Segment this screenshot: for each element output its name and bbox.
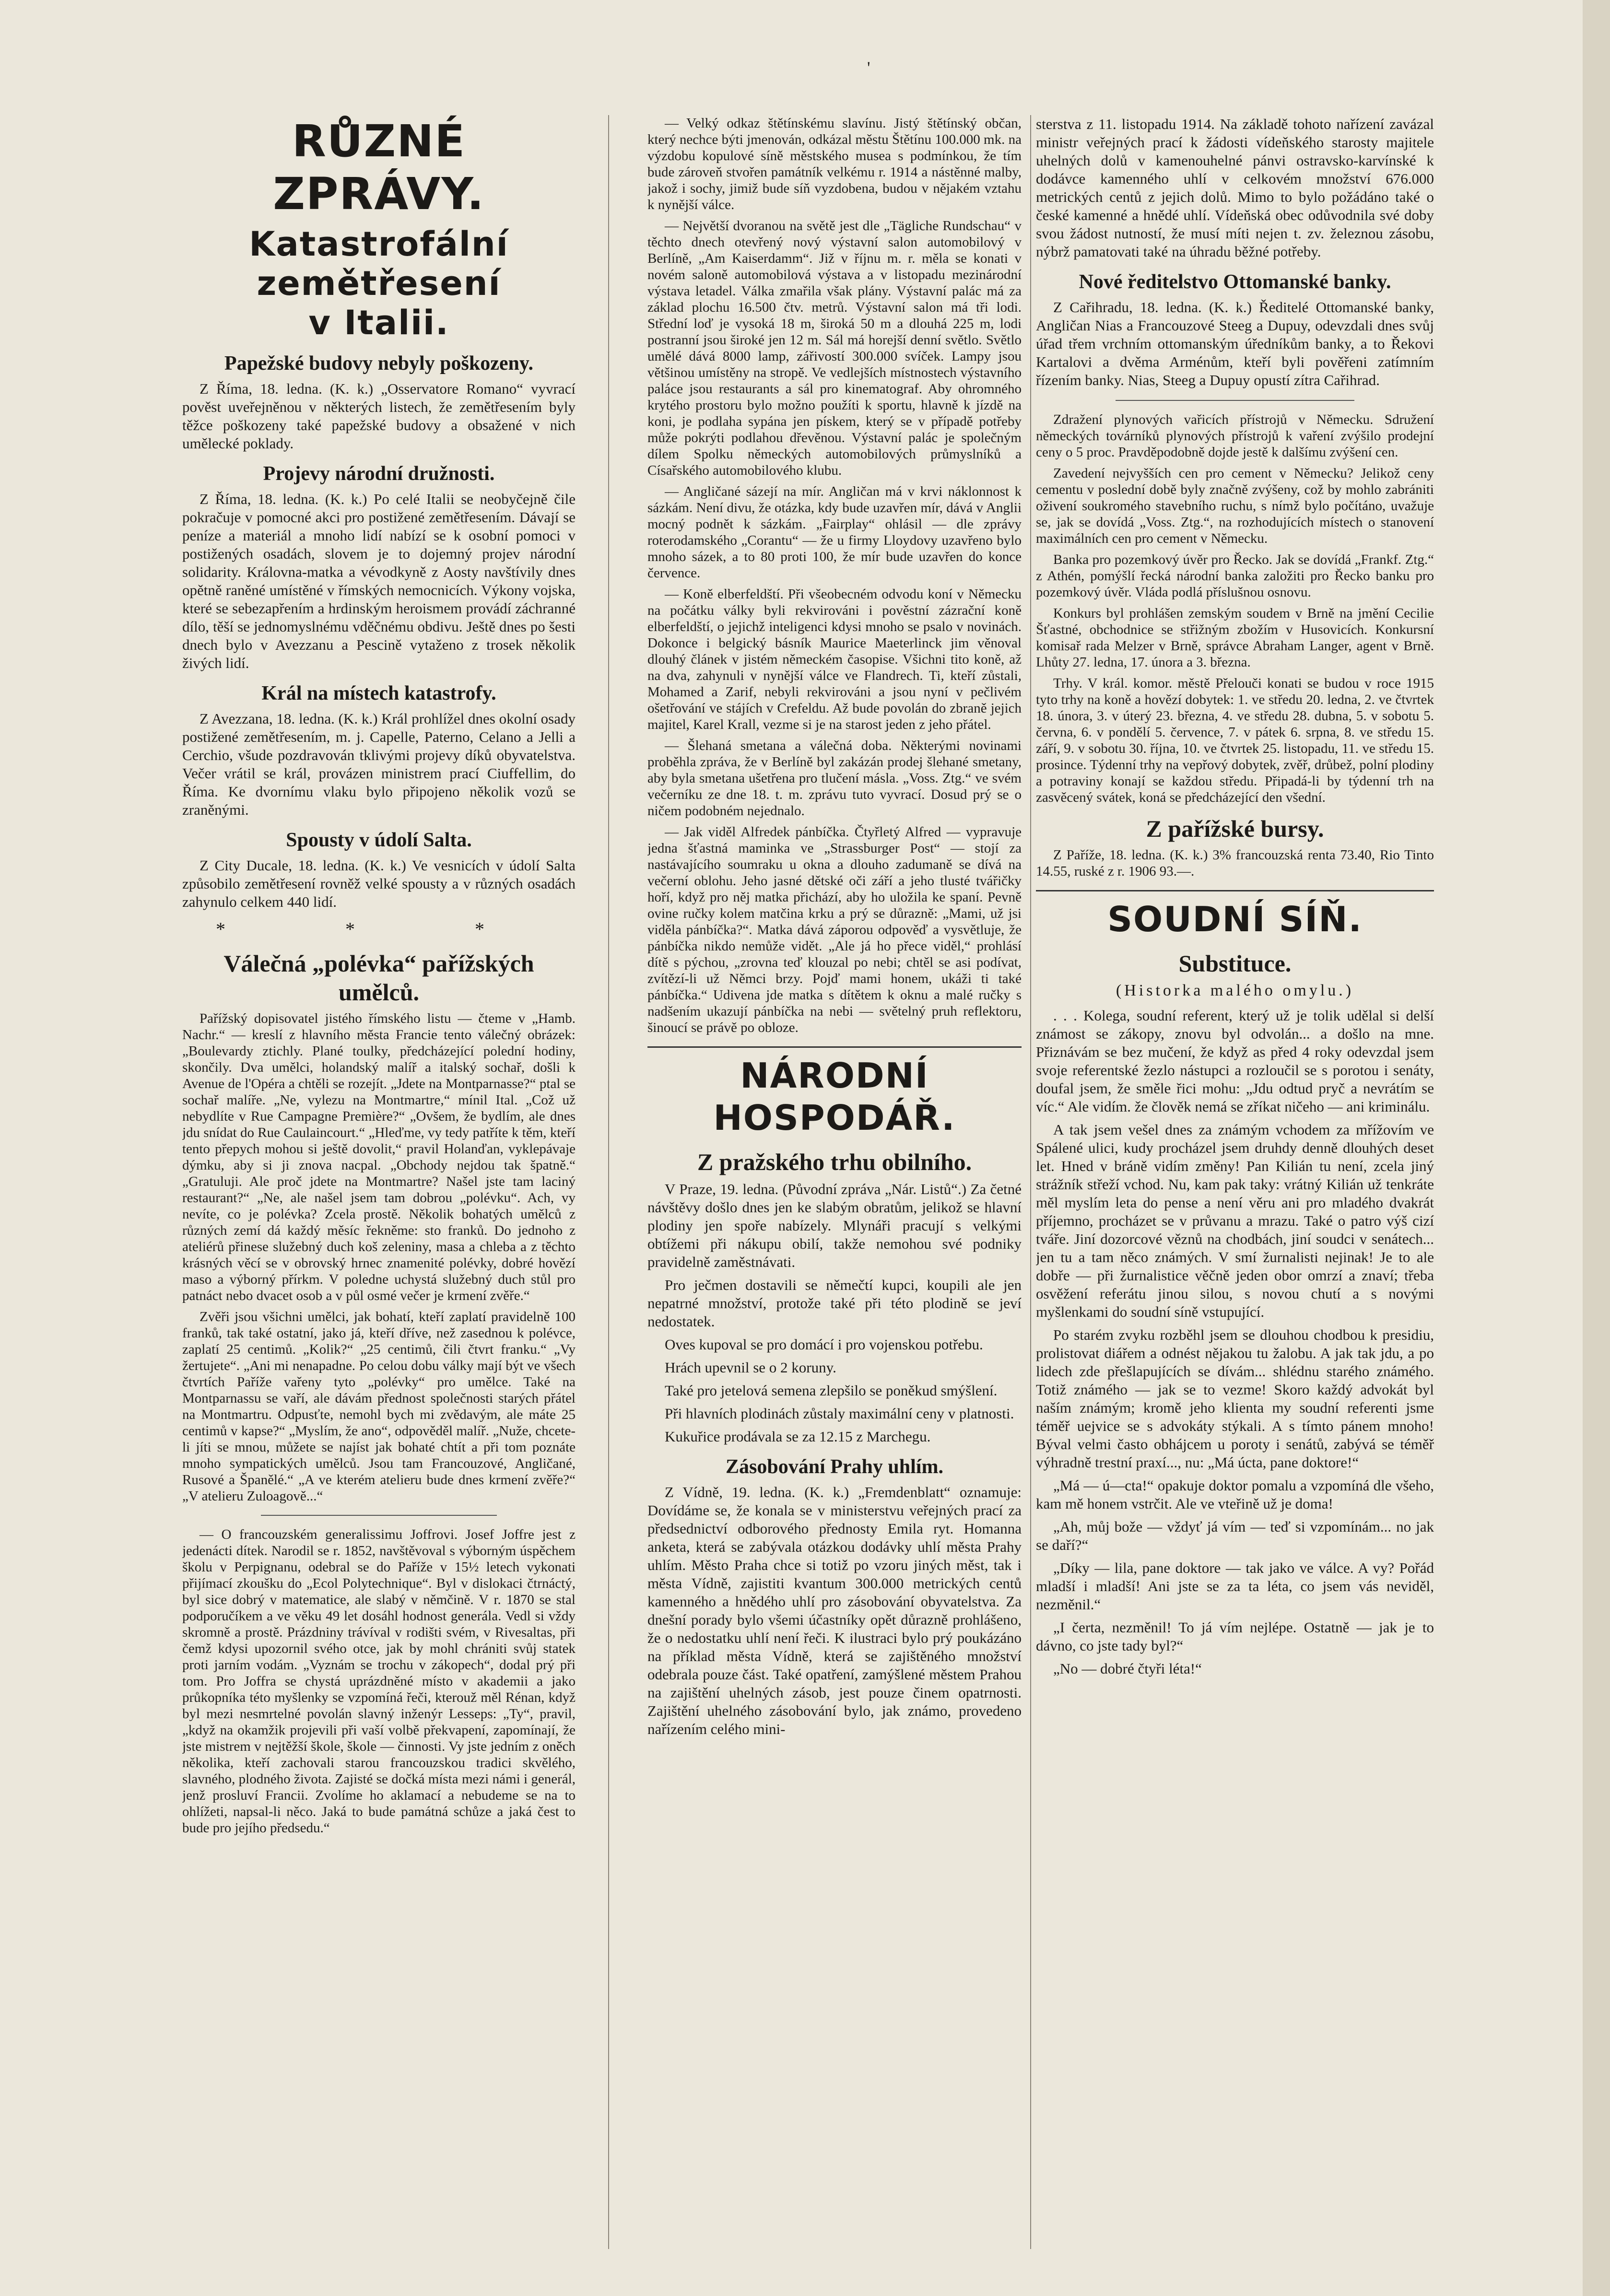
article-heading: Substituce. [1178,950,1292,977]
article-paragraph: Po starém zvyku rozběhl jsem se dlouhou chodbou k presidiu, prolistovat diářem a odnést nějakou tu žalobu. A jak tak jdu, a po lidech zde přešlapujících se dívám... shlédnu starého známého. Totiž známého — jak se to vezme! Skoro každý advokát byl naším známým; kromě jeho klienta my soudní referenti jsme téměř uejvice se s advokáty stýkali. A s tímto pánem mnoho! Býval velmi často obhájcem u poroty i senátů, zabývá se téměř výhradně trestní praxí..., nu: „Má úcta, pane doktore!“ [1036,1326,1434,1471]
column-1 [182,115,576,1841]
article-paragraph: „Ah, můj bože — vždyť já vím — teď si vzpomínám... no jak se daří?“ [1036,1518,1434,1553]
column-2 [647,115,1022,1743]
article-paragraph: Z Říma, 18. ledna. (K. k.) „Osservatore Romano“ vyvrací pověst uveřejněnou v některých listech, že zemětřesením byly těžce poškozeny také papežské budovy a obsažené v nich umělecké poklady. [182,380,576,452]
article-heading: Zásobování Prahy uhlím. [726,1456,943,1478]
article-paragraph: Pro ječmen dostavili se němečtí kupci, koupili ale jen nepatrné množství, protože také při této plodině se jeví nedostatek. [647,1277,1022,1330]
article-heading: Nové ředitelstvo Ottomanské banky. [1079,271,1391,293]
article-paragraph: — Největší dvoranou na světě jest dle „Tägliche Rundschau“ v těchto dnech otevřený nový výstavní salon automobilový v Berlíně, „Am Kaiserdamm“. Již v říjnu m. r. měla se konati v novém saloně automobilová výstava a v listopadu mezinárodní výstava letadel. Válka zmařila však plány. Výstavní palác má za základ plochu 16.500 čtv. metrů. Výstavní salon má tři lodi. Střední loď je vysoká 18 m, široká 50 m a dlouhá 225 m, lodi postranní jsou široké jen 12 m. Sál má horejší denní světlo. Světlo umělé dává 8000 lamp, zářivostí 300.000 svíček. Lampy jsou většinou umístěny na stropě. Ve vedlejších místnostech výstavního paláce jsou restaurants a sál pro kinematograf. Aby ohromného krytého prostoru bylo možno použíti k sportu, hlavně k jízdě na koni, je podlaha sypána jen pískem, který se v případě potřeby může pokrýti podlahou dřevěnou. Výstavní palác je společným dílem Spolku německých automobilových průmyslníků a Císařského automobilového klubu. [647,218,1022,478]
article-paragraph: Zdražení plynových vařicích přístrojů v Německu. Sdružení německých továrníků plynových přístrojů k vaření zvýšilo prodejní ceny o 5 proc. Pravděpodobně dojde jestě k dalšímu zvýšení cen. [1036,412,1434,460]
section-masthead: RŮZNÉ ZPRÁVY. [273,116,485,220]
article-paragraph: „Díky — lila, pane doktore — tak jako ve válce. A vy? Pořád mladší i mladší! Ani jste se za ta léta, co jsem vás neviděl, nezměnil.“ [1036,1559,1434,1613]
article-paragraph: Zvěři jsou všichni umělci, jak bohatí, kteří zaplatí pravidelně 100 franků, tak také ostatní, jako já, kteří dříve, než zasednou k polévce, zaplatí 25 centimů. „Kolik?“ „25 centimů, čili čtvrt franku.“ „Vy žertujete“. „Ani mi nenapadne. Po celou dobu války mají být ve všech čtvrtích Paříže vařeny tyto „polévky“ pro umělce. Také na Montparnassu se vaří, ale dávám přednost společnosti starých přátel na Montmartru. Odpusťte, nemohl bych mi zvědavým, ale máte 25 centimů v kapse?“ „Myslím, že ano“, odpověděl malíř. „Nuže, chcete-li jíti se mnou, můžete se najíst jak bohaté chtít a při tom poznáte mnoho sympatických umělců. Jsou tam Francouzové, Angličané, Rusové a Španělé.“ „A ve kterém atelieru bude dnes krmení zvěře?“ „V atelieru Zuloagově...“ [182,1309,576,1504]
article-heading: Válečná „polévka“ pařížských umělců. [223,950,534,1006]
article-paragraph: Z Paříže, 18. ledna. (K. k.) 3% francouzská renta 73.40, Rio Tinto 14.55, ruské z r. 1906 93.—. [1036,847,1434,879]
page-mark: ' [867,58,870,77]
article-heading: Král na místech katastrofy. [261,682,496,704]
column-rule [1030,115,1031,2249]
article-paragraph: Banka pro pozemkový úvěr pro Řecko. Jak se dovídá „Frankf. Ztg.“ z Athén, pomýšlí řecká národní banka založiti pro Řecko banku pro pozemkový úvěr. Vláda podlá příslušnou osnovu. [1036,552,1434,600]
article-paragraph: Konkurs byl prohlášen zemským soudem v Brně na jmění Cecilie Šťastné, obchodnice se střižným zbožím v Husovicích. Konkursní komisař rada Melzer v Brně, správce Abraham Langer, agent v Brně. Lhůty 27. ledna, 17. února a 3. března. [1036,606,1434,670]
page-edge [1583,0,1610,2296]
article-paragraph: Z City Ducale, 18. ledna. (K. k.) Ve vesnicích v údolí Salta způsobilo zemětřesení rovněž velké spousty a v různých osadách zahynulo celkem 440 lidí. [182,857,576,910]
column-rule [608,115,609,2249]
article-paragraph: — Jak viděl Alfredek pánbíčka. Čtyřletý Alfred — vypravuje jedna šťastná maminka ve „Strassburger Post“ — stojí za nastávajícího soumraku u okna a dlouho zadumaně se dívá na večerní oblohu. Jeho jasné dětské oči září a jeho tlusté tvářičky hoří, když pro něj matka přichází, aby ho uložila ke spaní. Pevně ovine ručky kolem matčina krku a prý se důrazně: „Mami, už jsi viděla pánbíčka?“. Matka dává záporou odpověď a vysvětluje, že pánbíčka nikdo nemůže vidět. „Ale já ho přece viděl,“ prohlásí dítě s pýchou, „zrovna teď klouzal po nebi; chtěl se asi podívat, zvítězí-li už Němci brzy. Pojď mami honem, ukáži ti také pánbíčka.“ Udivena jde matka s dítětem k oknu a malé ručky s nadšením ukazují pánbíčka na nebi — světelný pruh reflektoru, šinoucí se právě po obloze. [647,824,1022,1035]
divider [1116,400,1354,401]
column-3 [1036,115,1434,1683]
article-paragraph: „No — dobré čtyři léta!“ [1053,1660,1202,1677]
article-paragraph: — Angličané sázejí na mír. Angličan má v krvi náklonnost k sázkám. Není divu, že otázka, kdy bude uzavřen mír, dává v Anglii mocný podnět k sázkám. „Fairplay“ ohlásil — dle zprávy roterodamského „Corantu“ — že u firmy Lloydovy uzavřeno bylo mnoho sázek, a to 80 proti 100, že mír bude uzavřen do konce července. [647,484,1022,581]
article-paragraph: „Má — ú—cta!“ opakuje doktor pomalu a vzpomíná dle všeho, kam mě honem vstrčit. Ale ve vteřině už je doma! [1036,1477,1434,1512]
article-heading: Papežské budovy nebyly poškozeny. [224,352,534,375]
article-paragraph: Z Avezzana, 18. ledna. (K. k.) Král prohlížel dnes okolní osady postižené zemětřesením, m. j. Capelle, Paterno, Celano a Jelli a Cerchio, všude pozdravován tklivými projevy díků obyvatelstva. Večer vrátil se král, provázen ministrem prací Ciuffellim, do Říma. Ke dvornímu vlaku bylo připojeno několik vozů se zraněnými. [182,710,576,818]
article-paragraph: A tak jsem vešel dnes za známým vchodem za mřížovím ve Spálené ulici, kudy procházel jsem druhdy denně dlouhých deset let. Hned v bráně vidím změny! Pan Kilián tu není, zcela jiný strážník střeží vchod. Nu, kam pak taky: vrátný Kilián už tenkráte měl myslím leta do pense a není věru ani pro mladého dvakrát příjemno, procházet se v průvanu a mrazu. Také o patro výš cizí tváře. Jiní dozorcové věznů na chodbách, jiní soudci v senátech... jen tu a tam něco známých. V smí žurnalisti nejinak! Je to ale dobře — při žurnalistice věčně jeden obor omrzí a znaví; třeba osvěžení referátu jinou silou, s novou chutí a s novými myšlenkami do soudní síně vstupující. [1036,1121,1434,1320]
asterisk-divider: * * * [216,918,542,940]
article-paragraph: Kukuřice prodávala se za 12.15 z Marchegu. [665,1428,931,1445]
article-paragraph: . . . Kolega, soudní referent, který už je tolik udělal si delší známost se zákopy, znovu byl odvolán... a došlo na mne. Přiznávám se bez mučení, že když as před 4 roky odevzdal jsem svoje referentské žezlo nástupci a rozloučil se s porotou i senáty, doufal jsem, že směle řici mohu: „Jdu odtud pryč a nevrátím se víc.“ Ale vidím. že člověk nemá se zříkat ničeho — ani kriminálu. [1036,1007,1434,1115]
article-paragraph: — O francouzském generalissimu Joffrovi. Josef Joffre jest z jedenácti dítek. Narodil se r. 1852, navštěvoval s výborným úspěchem školu v Perpignanu, odebral se do Paříže v 15½ letech vykonati přijímací zkoušku do „Ecol Polytechnique“. Byl v dislokaci čtrnáctý, byl sice dobrý v matematice, ale slabý v němčině. V r. 1870 se stal podporučíkem a ve věku 49 let dosáhl hodnost generála. Vedl si vždy skromně a prostě. Prázdniny trávíval v rodišti svém, v Rivesaltas, při čemž kdysi upozornil svého otce, jak by mohl chrániti svůj statek proti jarním vodám. „Vyznám se trochu v zákopech“, dodal prý při tom. Pro Joffra se chystá uprázdněné místo v akademii a jako průkopníka této myšlenky se vzpomíná řeči, kterouž měl Rénan, když byl mezi nesmrtelné povolán slavný inženýr Lesseps: „Ty“, pravil, „když na okamžik projevili při vaší volbě překvapení, zapomínají, že jste mistrem v nejtěžší škole, škole — činnosti. Vy jste jedním z oněch několika, kteří zachovali starou francouzskou tradici skvělého, slavného, plodného života. Zajisté se dočká místa mezi námi i generál, jenž prosluví Francii. Zvolíme ho aklamací a nebudeme se na to ohlížeti, napsal-li něco. Jaká to bude památná schůze a jaká čest to bude pro jejího předsedu.“ [182,1527,576,1836]
article-paragraph: sterstva z 11. listopadu 1914. Na základě tohoto nařízení zavázal ministr veřejných prací k žádosti vídeňského starosty majitele uhelných dolů v kamenouhelné pánvi ostravsko-karvínské k dodávce kamenného uhlí v celkovém množství 676.000 metrických centů z jejich dolů. Mimo to bylo požádáno také o české kamenné a hnědé uhlí. Vídeňská obec odůvodnila své doby svou žádost nutností, že musí míti nejen t. zv. železnou zásobu, nýbrž pamatovati také na úhradu běžné potřeby. [1036,116,1434,260]
article-heading: Z pařížské bursy. [1146,815,1324,842]
article-heading: Z pražského trhu obilního. [697,1148,972,1175]
article-paragraph: Hrách upevnil se o 2 koruny. [665,1359,836,1376]
headline: v Italii. [308,303,449,342]
article-paragraph: Z Vídně, 19. ledna. (K. k.) „Fremdenblatt“ oznamuje: Dovídáme se, že konala se v ministerstvu veřejných prací za předsednictví odborového přednosty Emila ryt. Homanna anketa, která se zabývala otázkou dodávky uhlí města Prahy uhlím. Město Praha chce si totiž po vzoru jiných měst, tak i města Vídně, zajistiti kvantum 300.000 metrických centů kamenného a hnědého uhlí pro zásobování obyvatelstva. Za dnešní porady bylo všemi účastníky opět důrazně prohlášeno, že o nedostatku uhlí není řeči. K ilustraci bylo prý poukázáno na příklad města Vídně, která se zajištěného množství odebrala pouze část. Také opatření, zamýšlené městem Prahou na zajištění uhelných zásob, jest pouze činem opatrnosti. Zajištění uhelného zásobování bylo, jak známo, provedeno nařízením celého mini- [647,1484,1022,1737]
article-paragraph: V Praze, 19. ledna. (Původní zpráva „Nár. Listů“.) Za četné návštěvy došlo dnes jen ke slabým obratům, jelikož se hlavní plodiny jen spoře nabízely. Mlynáři pracují s velkými obtížemi při nákupu obilí, takže nemohou své podniky pravidelně zaměstnávati. [647,1181,1022,1270]
article-paragraph: Oves kupoval se pro domácí i pro vojenskou potřebu. [665,1336,983,1353]
article-paragraph: — Šlehaná smetana a válečná doba. Některými novinami proběhla zpráva, že v Berlíně byl zakázán prodej šlehané smetany, aby byla smetana ušetřena pro tlučení másla. „Voss. Ztg.“ ve svém večerníku ze dne 18. t. m. zprávu tuto vyvrací. Dosud prý se o ničem podobném nejednalo. [647,738,1022,819]
article-paragraph: — Koně elberfeldští. Při všeobecném odvodu koní v Německu na počátku války byli rekvirováni i pověstní zázrační koně elberfeldští, o jejichž inteligenci kdysi mnoho se psalo v novinách. Dokonce i belgický básník Maurice Maeterlinck jim věnoval dlouhý článek v jistém německém časopise. Všichni tito koně, až na dva, zahynuli v nynější válce ve Flandrech. Ti, kteří zůstali, Mohamed a Zarif, nebyli rekvirováni a jsou nyní v pečlivém ošetřování ve stájích v Crefeldu. Až bude povolán do zbraně jejich majitel, Karel Krall, vezme si je na starost jeden z jeho přátel. [647,586,1022,732]
divider [261,1515,497,1516]
article-paragraph: Trhy. V král. komor. městě Přelouči konati se budou v roce 1915 tyto trhy na koně a hovězí dobytek: 1. ve středu 20. ledna, 2. ve čtvrtek 18. února, 3. v úterý 23. března, 4. ve středu 28. dubna, 5. v sobotu 5. června, 6. v pondělí 5. července, 7. v pátek 6. srpna, 8. ve středu 15. září, 9. v sobotu 30. října, 10. ve čtvrtek 25. listopadu, 11. ve středu 15. prosince. Týdenní trhy na vepřový dobytek, zvěř, drůbež, polní plodiny a potraviny konají se každou středu. Připadá-li by týdenní trh na zasvěcený svátek, koná se předcházející den všední. [1036,676,1434,805]
article-subtitle: (Historka malého omylu.) [1116,982,1354,999]
article-paragraph: — Velký odkaz štětínskému slavínu. Jistý štětínský občan, který nechce býti jmenován, odkázal městu Štětínu 100.000 mk. na výzdobu kopulové síně městského musea s podmínkou, že tím bude zároveň stvořen památník velkému r. 1914 a nástěnné malby, jakož i sochy, jimiž bude síň vyzdobena, budou v nějakém vztahu k nynější válce. [647,116,1022,212]
article-paragraph: „I čerta, nezměnil! To já vím nejlépe. Ostatně — jak je to dávno, co jste tady byl?“ [1036,1619,1434,1654]
article-paragraph: Pařížský dopisovatel jistého římského listu — čteme v „Hamb. Nachr.“ — kreslí z hlavního města Francie tento válečný obrázek: „Boulevardy ztichly. Plané toulky, předcházející polední hodiny, skončily. Dva umělci, holandský malíř a italský sochař, došli k Avenue de l'Opéra a chtěli se rozejít. „Jdete na Montparnasse?“ ptal se sochař malíře. „Ne, vylezu na Montmartre,“ mínil Ital. „Což už nebydlíte v Rue Campagne Première?“ „Ovšem, že bydlím, ale dnes jdu snídat do Rue Caulaincourt.“ „Hleďme, vy tedy patříte k těm, kteří tento přepych mohou si ještě dovolit,“ pravil Holanďan, vyklepávaje dýmku, aby si ji znova nacpal. „Obchody nejdou tak špatně.“ „Gratuluji. Ale proč jdete na Montmartre? Našel jste tam laciný restaurant?“ „Ne, ale našel jsem tam dobrou „polévku“. Ach, vy nevíte, co je polévka? Zcela prostě. Několik bohatých umělců z různých zemí dá každý měsíc řekněme: sto franků. Do jednoho z ateliérů přinese služebný duch koš zeleniny, masa a chleba a z těchto krásných věcí se v obrovský hrnec znamenité polévky, dobré hovězí maso a výborný přírkm. V poledne uchystá služebný duch stůl pro patnáct nebo dvacet osob a v půl osmé večer je krmení zvěře.“ [182,1011,576,1303]
article-paragraph: Zavedení nejvyšších cen pro cement v Německu? Jelikož ceny cementu v poslední době byly značně zvýšeny, což by mohlo zabrániti oživení soukromého stavebního ruchu, s nímž bylo počítáno, uvažuje se, jak se dovídá „Voss. Ztg.“, na rozhodujících místech o stanovení maximálních cen pro cement v Německu. [1036,466,1434,546]
article-heading: Projevy národní družnosti. [263,463,495,485]
article-heading: Spousty v údolí Salta. [286,829,472,851]
article-paragraph: Při hlavních plodinách zůstaly maximální ceny v platnosti. [665,1405,1014,1422]
headline: Katastrofální zemětřesení [249,224,509,303]
section-heading: SOUDNÍ SÍŇ. [1036,890,1434,940]
article-paragraph: Z Cařihradu, 18. ledna. (K. k.) Ředitelé Ottomanské banky, Angličan Nias a Francouzové Steeg a Dupuy, odevzdali dnes svůj úřad třem vrchním ottomanským úředníkům banky, a to Řekovi Kartalovi a dvěma Arménům, kteří byli pověřeni zatímním řízením banky. Nias, Steeg a Dupuy opustí zítra Cařihrad. [1036,299,1434,388]
article-paragraph: Také pro jetelová semena zlepšilo se poněkud smýšlení. [665,1382,998,1399]
article-paragraph: Z Říma, 18. ledna. (K. k.) Po celé Italii se neobyčejně čile pokračuje v pomocné akci pro postižené zemětřesením. Dávají se peníze a materiál a mnoho lidí nabízí se k osobní pomoci v postižených osadách, slovem je to dojemný projev národní solidarity. Královna-matka a vévodkyně z Aosty navštívily dnes opětně raněné umístěné v římských nemocnicích. Výkony vojska, které se sebezapřením a hrdinským heroismem provádí záchranné dílo, těší se jednomyslnému vděčnému obdivu. Ještě dnes po šesti dnech bylo v Avezzanu a Pescině vytaženo z trosek několik živých lidí. [182,491,576,671]
section-heading: NÁRODNÍ HOSPODÁŘ. [647,1046,1022,1139]
